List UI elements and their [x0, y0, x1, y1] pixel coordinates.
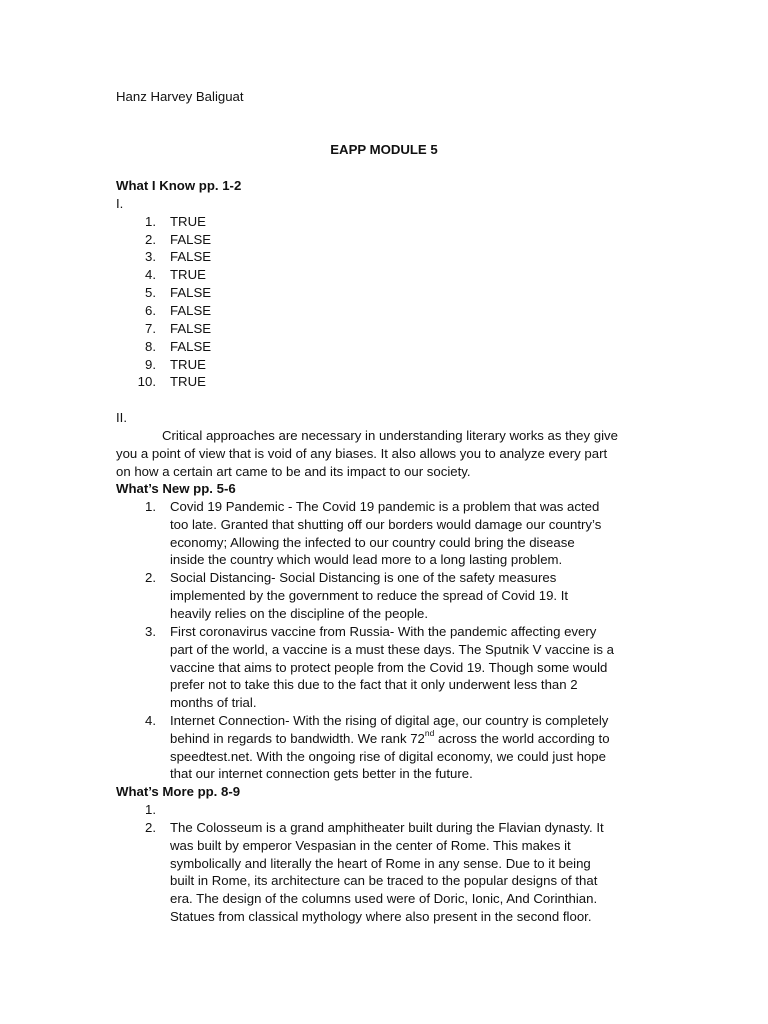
- answer-text: FALSE: [170, 249, 212, 264]
- list-item: [0, 356, 768, 374]
- list-number: 2.: [145, 570, 156, 585]
- answer-text: TRUE: [170, 214, 206, 229]
- list-item-text: [170, 819, 656, 926]
- item-line: economy; Allowing the infected to our country could bring the disease: [170, 534, 575, 550]
- item-line: too late. Granted that shutting off our borders would damage our country’s: [170, 516, 602, 532]
- item-line: speedtest.net. With the ongoing rise of digital economy, we could just hope: [170, 748, 606, 764]
- list-item: [0, 248, 768, 266]
- item-line: Internet Connection- With the rising of digital age, our country is completely: [170, 713, 609, 728]
- section-heading-what-i-know: What I Know pp. 1-2: [116, 178, 242, 193]
- list-item: [0, 302, 768, 320]
- list-number: 10.: [137, 374, 156, 389]
- item-line: era. The design of the columns used were of Doric, Ionic, And Corinthian.: [170, 891, 598, 907]
- list-number: 1.: [145, 802, 156, 817]
- part-i-label: I.: [116, 196, 124, 211]
- answer-text: FALSE: [170, 303, 212, 318]
- list-number: 4.: [145, 713, 156, 728]
- list-number: 2.: [145, 232, 156, 247]
- list-item-text: [170, 498, 656, 569]
- item-line: inside the country which would lead more to a long lasting problem.: [170, 552, 563, 568]
- item-line: The Colosseum is a grand amphitheater built during the Flavian dynasty. It: [170, 820, 604, 835]
- answer-text: FALSE: [170, 321, 212, 336]
- item-line: heavily relies on the discipline of the people.: [170, 605, 429, 621]
- item-line: implemented by the government to reduce the spread of Covid 19. It: [170, 587, 569, 603]
- list-item-text: [170, 569, 656, 622]
- answer-text: FALSE: [170, 339, 212, 354]
- list-item: [0, 284, 768, 302]
- item-line: [170, 730, 656, 748]
- list-item: [0, 338, 768, 356]
- item-line: Statues from classical mythology where also present in the second floor.: [170, 908, 592, 924]
- list-number: 3.: [145, 624, 156, 639]
- part-ii-paragraph: [116, 427, 656, 480]
- paragraph-line: on how a certain art came to be and its impact to our society.: [116, 463, 471, 479]
- item-line-part: across the world according to: [434, 730, 610, 746]
- list-number: 6.: [145, 303, 156, 318]
- list-number: 5.: [145, 285, 156, 300]
- item-line: that our internet connection gets better in the future.: [170, 766, 473, 782]
- list-number: 7.: [145, 321, 156, 336]
- part-ii-label: II.: [116, 410, 127, 425]
- list-number: 4.: [145, 267, 156, 282]
- list-number: 2.: [145, 820, 156, 835]
- section-heading-whats-more: What’s More pp. 8-9: [116, 784, 241, 799]
- paragraph-line: you a point of view that is void of any biases. It also allows you to analyze every part: [116, 445, 608, 461]
- list-item: [0, 266, 768, 284]
- author-name: Hanz Harvey Baliguat: [116, 89, 244, 104]
- list-number: 1.: [145, 214, 156, 229]
- list-item: [0, 231, 768, 249]
- item-line: symbolically and literally the heart of Rome in any sense. Due to it being: [170, 855, 591, 871]
- list-item-text: [170, 623, 656, 712]
- list-item: [0, 373, 768, 391]
- section-heading-whats-new: What’s New pp. 5-6: [116, 481, 236, 496]
- answer-text: FALSE: [170, 285, 212, 300]
- item-line: built in Rome, its architecture can be traced to the popular designs of that: [170, 873, 598, 889]
- answer-text: TRUE: [170, 357, 206, 372]
- item-line: First coronavirus vaccine from Russia- With the pandemic affecting every: [170, 624, 597, 639]
- item-line: vaccine that aims to protect people from the Covid 19. Though some would: [170, 659, 608, 675]
- item-line: part of the world, a vaccine is a must these days. The Sputnik V vaccine is a: [170, 641, 614, 657]
- item-line: Covid 19 Pandemic - The Covid 19 pandemic is a problem that was acted: [170, 499, 600, 514]
- item-line: months of trial.: [170, 695, 257, 711]
- list-number: 1.: [145, 499, 156, 514]
- paragraph-line: Critical approaches are necessary in understanding literary works as they give: [162, 428, 618, 443]
- item-line: prefer not to take this due to the fact that it only underwent less than 2: [170, 677, 578, 693]
- list-number: 3.: [145, 249, 156, 264]
- answer-text: TRUE: [170, 374, 206, 389]
- answer-text: TRUE: [170, 267, 206, 282]
- list-item-text: [170, 712, 656, 783]
- list-number: 8.: [145, 339, 156, 354]
- item-line-part: behind in regards to bandwidth. We rank 72: [170, 730, 425, 746]
- list-number: 9.: [145, 357, 156, 372]
- list-item: [0, 320, 768, 338]
- ordinal-suffix: nd: [424, 728, 435, 739]
- item-line: was built by emperor Vespasian in the center of Rome. This makes it: [170, 837, 571, 853]
- document-title: EAPP MODULE 5: [330, 142, 438, 157]
- answer-text: FALSE: [170, 232, 212, 247]
- list-item: [0, 213, 768, 231]
- item-line: Social Distancing- Social Distancing is one of the safety measures: [170, 570, 557, 585]
